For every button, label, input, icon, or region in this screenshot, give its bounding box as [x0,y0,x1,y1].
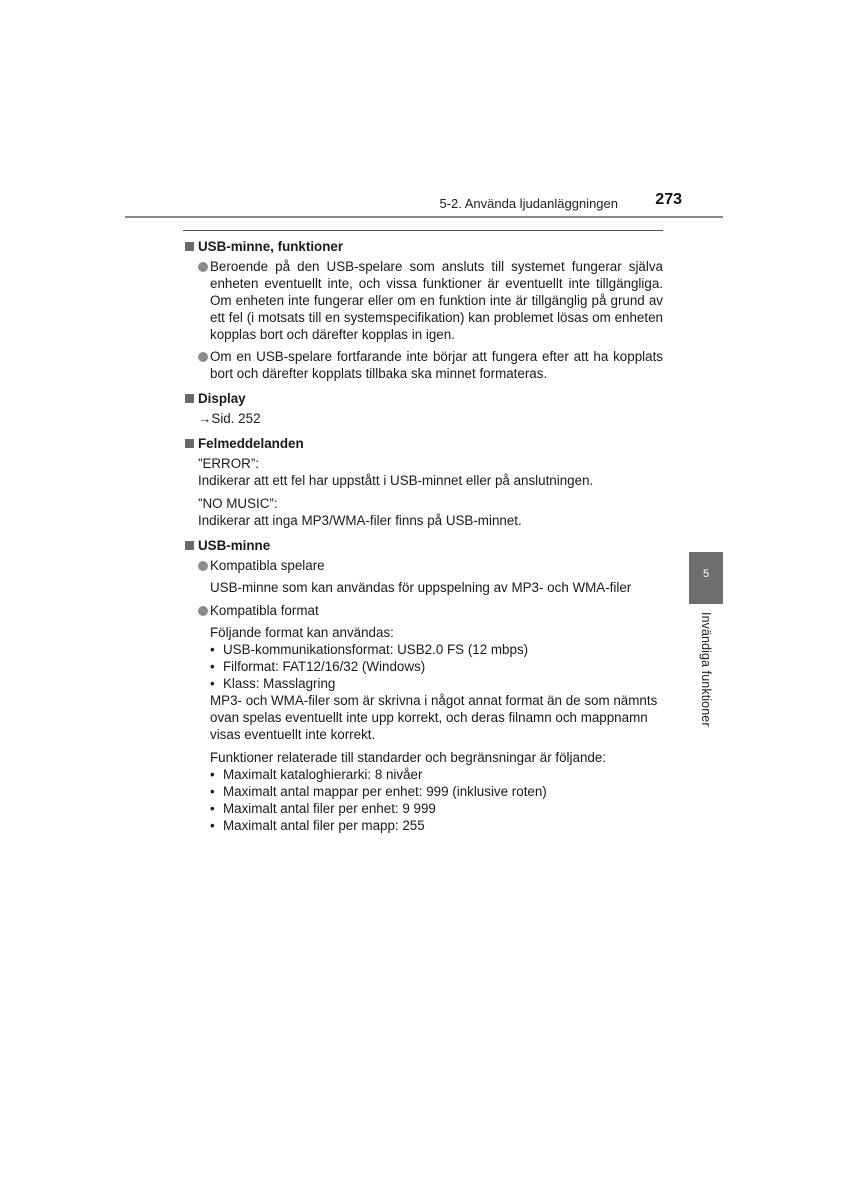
circle-bullet-icon [198,352,208,362]
square-bullet-icon [185,242,194,251]
formats-list [185,641,663,692]
chapter-tab [689,552,723,604]
page-header [0,0,848,220]
paragraph-text: Beroende på den USB-spelare som ansluts till systemet fungerar själva enheten eventuellt inte, och vissa funktioner är eventuellt inte tillgängliga. Om enheten inte fungerar eller om en funktion inte är tillgänglig på grund av ett fel (i motsats till en systemspecifikation) kan problemet lösas om enheten kopplas bort och därefter kopplas in igen. [210,259,663,342]
page-reference: →Sid. 252 [198,411,261,426]
list-item: • Maximalt antal mappar per enhet: 999 (inklusive roten) [210,783,663,800]
section-heading [185,435,663,452]
list-item: • Filformat: FAT12/16/32 (Windows) [210,658,663,675]
subheading-text: Kompatibla format [210,603,319,618]
compatible-players-text: USB-minne som kan användas för uppspelning av MP3- och WMA-filer [210,580,632,595]
error-code: ”NO MUSIC”: [198,496,278,511]
formats-intro: Följande format kan användas: [210,625,394,640]
list-item: • Maximalt antal filer per enhet: 9 999 [210,800,663,817]
formats-note: MP3- och WMA-filer som är skrivna i något annat format än de som nämnts ovan spelas eventuellt inte upp korrekt, och deras filnamn och mappnamn visas eventuellt inte korrekt. [210,693,658,742]
page-content [185,238,663,834]
bullet-paragraph [185,602,663,619]
list-item: • Maximalt antal filer per mapp: 255 [210,817,663,834]
error-description: Indikerar att ett fel har uppstått i USB-minnet eller på anslutningen. [198,473,594,488]
circle-bullet-icon [198,561,208,571]
heading-text: USB-minne, funktioner [198,239,344,254]
error-code: ”ERROR”: [198,456,259,471]
header-divider [125,216,723,218]
heading-text: Display [198,391,246,406]
list-item: • Maximalt kataloghierarki: 8 nivåer [210,766,663,783]
bullet-paragraph [185,557,663,574]
content-divider [183,230,663,231]
page-number: 273 [655,191,682,208]
limits-list [185,766,663,834]
circle-bullet-icon [198,262,208,272]
section-heading [185,390,663,407]
bullet-paragraph [185,258,663,343]
bullet-paragraph [185,348,663,382]
limits-intro: Funktioner relaterade till standarder och begränsningar är följande: [210,750,607,765]
section-heading [185,537,663,554]
paragraph-text: Om en USB-spelare fortfarande inte börjar att fungera efter att ha kopplats bort och därefter kopplats tillbaka ska minnet formateras. [210,349,663,381]
subheading-text: Kompatibla spelare [210,558,325,573]
heading-text: Felmeddelanden [198,436,304,451]
section-heading [185,238,663,255]
error-description: Indikerar att inga MP3/WMA-filer finns på USB-minnet. [198,513,522,528]
square-bullet-icon [185,541,194,550]
section-title: 5-2. Använda ljudanläggningen [439,196,618,211]
circle-bullet-icon [198,606,208,616]
chapter-number: 5 [702,568,710,580]
heading-text: USB-minne [198,538,271,553]
square-bullet-icon [185,394,194,403]
list-item: • USB-kommunikationsformat: USB2.0 FS (12 mbps) [210,641,663,658]
square-bullet-icon [185,439,194,448]
chapter-title: Invändiga funktioner [699,612,713,727]
list-item: • Klass: Masslagring [210,675,663,692]
